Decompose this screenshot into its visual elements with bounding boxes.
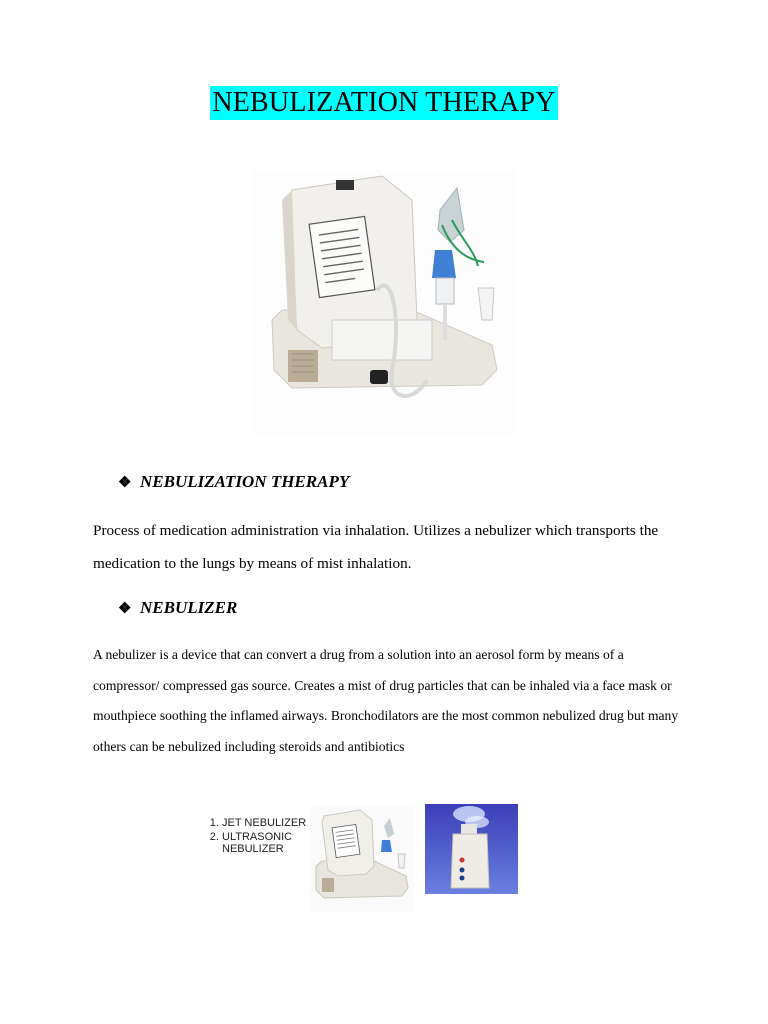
section-heading-text: NEBULIZATION THERAPY — [140, 472, 350, 491]
list-item: 1. JET NEBULIZER — [222, 817, 316, 829]
section-paragraph-nebulizer: A nebulizer is a device that can convert a drug from a solution into an aerosol form by means of a compressor/ compressed gas source. Creates a mist of drug particles that can be inhaled via a face mask or mouthpiece soothing the inflamed airways. Bronchodilators are the most common nebulized drug but many others can be nebulized including steroids and antibiotics — [93, 647, 679, 754]
list-item: 2. ULTRASONIC NEBULIZER — [222, 831, 316, 855]
bullet-icon: ❖ — [118, 474, 132, 491]
page-title: NEBULIZATION THERAPY — [212, 87, 556, 118]
nebulizer-types-list — [206, 817, 316, 857]
section-heading-nebulization-therapy — [118, 472, 349, 492]
ultrasonic-nebulizer-photo — [425, 804, 518, 894]
bullet-icon: ❖ — [118, 600, 132, 617]
nebulizer-photo — [252, 170, 516, 434]
section-paragraph-nebulization-therapy: Process of medication administration via inhalation. Utilizes a nebulizer which transports the medication to the lungs by means of mist inhalation. — [93, 522, 659, 572]
title-wrap — [0, 86, 768, 120]
section-heading-text: NEBULIZER — [140, 598, 238, 617]
jet-nebulizer-photo — [310, 806, 414, 912]
section-heading-nebulizer — [118, 598, 237, 618]
